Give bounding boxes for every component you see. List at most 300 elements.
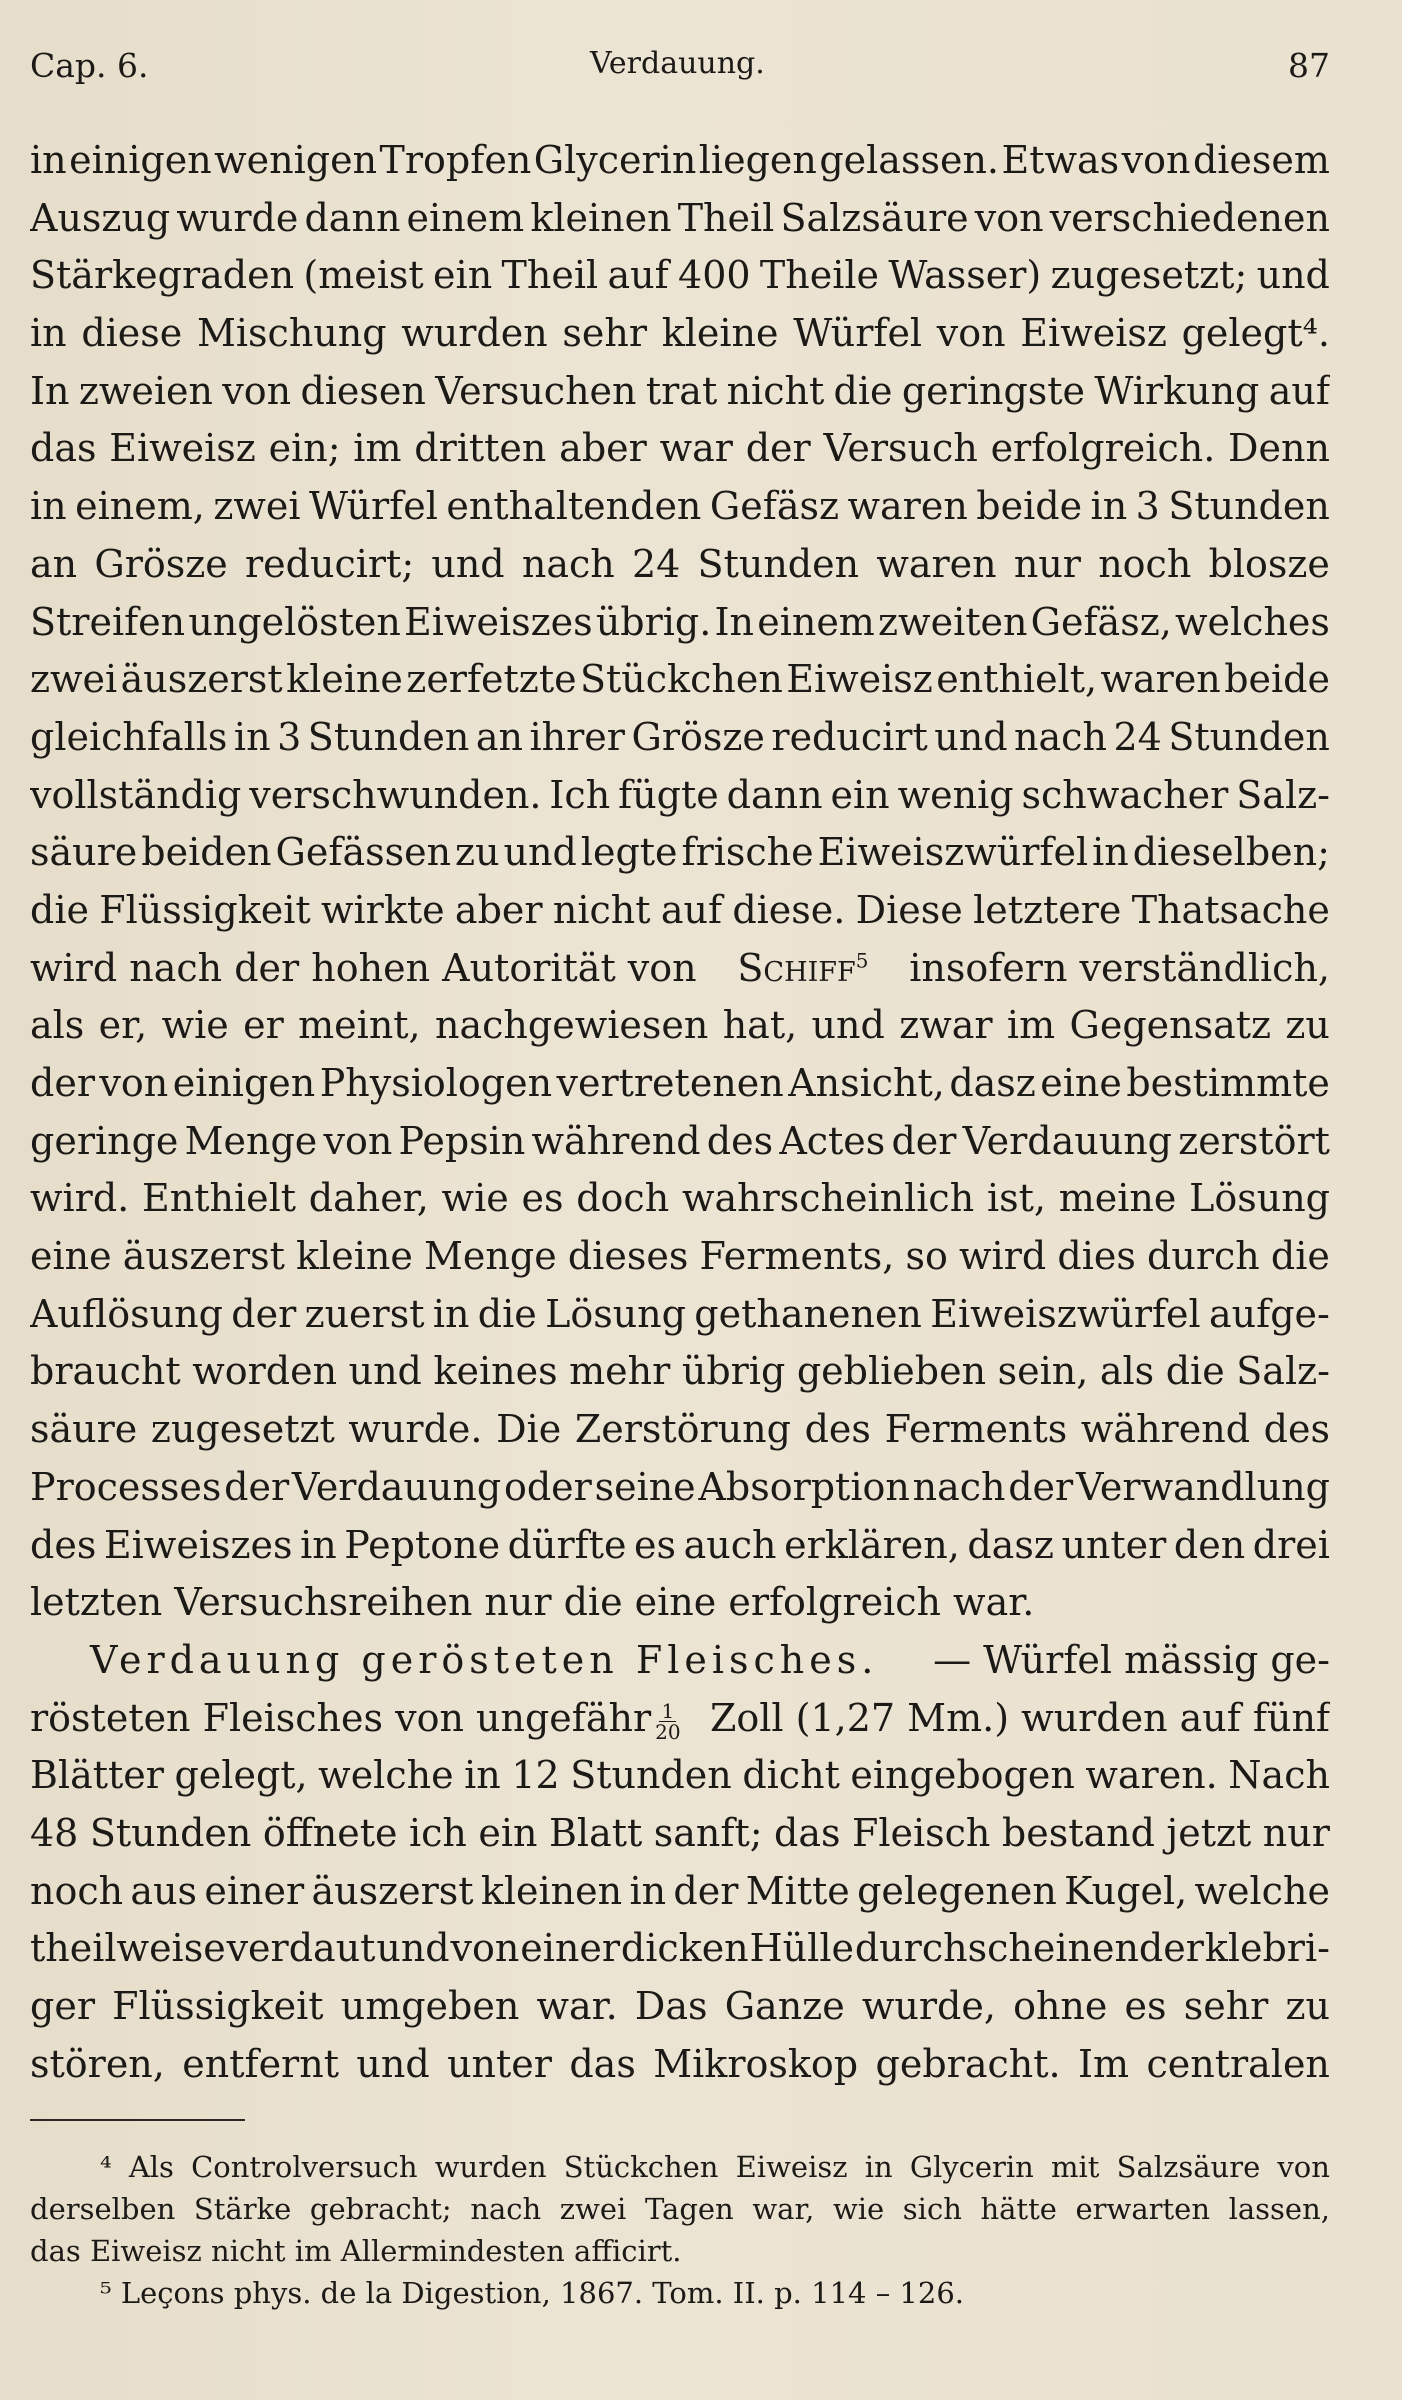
word: zugesetzt [150, 1407, 335, 1452]
text-line [30, 426, 1330, 484]
word: zu [1285, 1984, 1330, 2028]
word: auf [607, 253, 669, 298]
word: 24 [631, 541, 681, 586]
word: nach [470, 2192, 542, 2226]
word: Blatt [548, 1810, 643, 1855]
word: die [1165, 1349, 1225, 1394]
word: welches [1175, 599, 1330, 644]
word: Eiweiszes [103, 1522, 293, 1567]
word: war [659, 426, 733, 471]
word: Eiweiszwürfel [930, 1291, 1201, 1336]
word: sehr [1183, 1984, 1269, 2028]
word: einem [406, 195, 525, 240]
word: zerfetzte [406, 657, 577, 702]
word: vertretenen [556, 1061, 784, 1105]
word: nicht [726, 368, 825, 413]
word: seine [594, 1464, 696, 1509]
word: der [891, 1118, 957, 1163]
word: klebri- [1204, 1926, 1330, 1971]
word: zuerst [304, 1291, 425, 1336]
word: Stärkegraden [30, 253, 295, 298]
word: von [936, 311, 1006, 356]
word: war. [536, 1984, 618, 2028]
word: 3 [277, 714, 302, 759]
word: auch [683, 1522, 777, 1567]
word: in [300, 1522, 337, 1567]
word: einer [204, 1868, 305, 1913]
word: enthaltenden [446, 484, 702, 529]
word: ein; [268, 426, 341, 471]
word: ein [478, 1810, 538, 1855]
word: Thatsache [1131, 887, 1330, 932]
word: bestand [1001, 1810, 1155, 1855]
word: durchscheinender [854, 1926, 1204, 1971]
word: so [905, 1234, 948, 1279]
word: erfolgreich. [990, 426, 1216, 471]
word: und [503, 830, 577, 875]
text-line [30, 1984, 1330, 2042]
word: dicken [620, 1926, 749, 1971]
word: Stückchen [563, 2150, 719, 2184]
word: umgeben [340, 1984, 520, 2028]
word: Die [496, 1407, 562, 1452]
word: fügte [618, 772, 719, 817]
word: äuszerst [311, 1868, 474, 1913]
word: dann [304, 195, 401, 240]
word: Salz- [1236, 1349, 1330, 1394]
word: Streifen [30, 599, 186, 644]
word: das [774, 1810, 841, 1855]
word: Hülle [749, 1926, 854, 1971]
word: nach [912, 1464, 1006, 1509]
text-line [30, 1003, 1330, 1061]
word: während [1080, 1407, 1251, 1452]
word: einigen [69, 138, 212, 182]
word: es [1124, 1984, 1167, 2028]
word: ger [30, 1984, 95, 2028]
word: beiden [141, 830, 272, 875]
word: dieselben; [1132, 830, 1330, 875]
word: und [356, 2041, 430, 2086]
word: dasz [949, 1061, 1036, 1105]
word: der [30, 1061, 95, 1105]
word: frische [681, 830, 814, 875]
word: Enthielt [142, 1176, 297, 1221]
word: des [30, 1522, 97, 1567]
word: nur [1013, 541, 1081, 586]
word: Blätter [30, 1753, 164, 1798]
word: von [222, 368, 292, 413]
word: nicht [552, 887, 651, 932]
footnote-4 [30, 2150, 1330, 2234]
word: centralen [1146, 2041, 1330, 2086]
word: Stückchen [579, 657, 783, 702]
word: in [629, 1868, 667, 1913]
word: einigen [172, 1061, 316, 1105]
word: zwei [213, 484, 301, 529]
word: dicht [742, 1753, 840, 1798]
word: die [1270, 1234, 1330, 1279]
word: Flüssigkeit [99, 887, 311, 932]
word: sehr [562, 311, 648, 356]
word: öffnete [262, 1810, 398, 1855]
word: des [1263, 1407, 1330, 1452]
word: Physiologen [319, 1061, 553, 1105]
word: des [804, 1407, 871, 1452]
word: ein [830, 772, 890, 817]
word: der [231, 1291, 297, 1336]
word: in [1090, 484, 1128, 529]
word: von [974, 195, 1044, 240]
word: ⁴ [100, 2150, 112, 2184]
word: eine [30, 1234, 112, 1279]
word: lassen, [1228, 2192, 1330, 2226]
word: gelassen. [819, 138, 1000, 182]
text-line [30, 773, 1330, 831]
word: waren. [1085, 1753, 1218, 1798]
word: den [1173, 1522, 1246, 1567]
word: kleinen [480, 1868, 623, 1913]
word: Wirkung [1094, 368, 1260, 413]
word: theilweise [30, 1926, 226, 1971]
word: enthielt, [936, 657, 1098, 702]
word: Flüssigkeit [112, 1984, 324, 2028]
text-line [30, 1061, 1330, 1119]
word: wie [161, 1003, 229, 1048]
word: gelegenen [857, 1868, 1057, 1913]
word: 3 [1135, 484, 1160, 529]
word: Eiweisz [109, 426, 256, 471]
word: Absorption [698, 1464, 910, 1509]
word: Gefäsz [709, 484, 839, 529]
word: schwacher [1021, 772, 1229, 817]
word: geringe [30, 1118, 179, 1163]
word: Glycerin [533, 138, 697, 182]
footnote-ref-5: 5 [855, 947, 869, 972]
word: dürfte [507, 1522, 627, 1567]
word: der [673, 1868, 739, 1913]
footnote-4-last-line: das Eiweisz nicht im Allermindesten afficirt. [30, 2234, 682, 2268]
text-line [30, 253, 1330, 311]
word: Das [634, 1984, 708, 2028]
word: Grösze [631, 714, 765, 759]
word: Etwas [1001, 138, 1120, 182]
word: keines [433, 1349, 558, 1394]
word: als [30, 1003, 85, 1048]
word: entfernt [182, 2041, 339, 2086]
word: geblieben [796, 1349, 987, 1394]
word: gebracht. [875, 2041, 1061, 2086]
word: diese [81, 311, 183, 356]
word: der [224, 1464, 290, 1509]
word: wenig [897, 772, 1014, 817]
running-header [30, 46, 1330, 94]
word: ich [408, 1810, 467, 1855]
word: Würfel [793, 311, 923, 356]
word: Verwandlung [1075, 1464, 1330, 1509]
word: letztere [973, 887, 1122, 932]
word: 400 [678, 253, 751, 298]
text-line [30, 1407, 1330, 1465]
word: sein, [997, 1349, 1089, 1394]
word: mit [1051, 2150, 1100, 2184]
word: Tropfen [379, 138, 532, 182]
word: Gefässen [275, 830, 452, 875]
word: kleine [286, 657, 403, 702]
word: Stunden [307, 714, 470, 759]
word: meint, [298, 1003, 421, 1048]
word: in [432, 1291, 470, 1336]
word: Ferments [884, 1407, 1068, 1452]
word: 24 [1113, 714, 1162, 759]
word: übrig. [595, 599, 712, 644]
fraction: $\frac{1}{20}$ [655, 1698, 681, 1744]
word: einem, [75, 484, 205, 529]
word: Stunden [1168, 484, 1330, 529]
word: gleichfalls [30, 714, 228, 759]
paragraph-1-last-line: letzten Versuchsreihen nur die eine erfolgreich war. [30, 1580, 1035, 1625]
word: Eiweiszes [404, 599, 593, 644]
word: an [30, 541, 78, 586]
word: in [30, 311, 67, 356]
word: zugesetzt; [1050, 253, 1248, 298]
word: Stunden [1168, 714, 1330, 759]
text-line [30, 888, 1330, 946]
text-line [30, 657, 1330, 715]
word: meine [1058, 1176, 1177, 1221]
word: drei [1252, 1522, 1330, 1567]
text-line [30, 2042, 1330, 2100]
word: Ansicht, [788, 1061, 945, 1105]
word: kleinen [530, 195, 672, 240]
word: Ferments, [699, 1234, 895, 1279]
word: braucht [30, 1349, 181, 1394]
word: Kugel, [1064, 1868, 1188, 1913]
word: Ganze [724, 1984, 845, 2028]
word: wurde [176, 195, 299, 240]
word: Mitte [745, 1868, 850, 1913]
word: Auflösung [30, 1291, 223, 1336]
word: Glycerin [909, 2150, 1034, 2184]
text-line [30, 1119, 1330, 1177]
word: Gefäsz, [1030, 599, 1172, 644]
word: von [1121, 138, 1191, 182]
word: worden [192, 1349, 338, 1394]
word: Theil [677, 195, 775, 240]
word: Eiweisz [786, 657, 933, 702]
word: und [376, 1926, 450, 1971]
word: Pepsin [398, 1118, 526, 1163]
word: an [475, 714, 523, 759]
word: Menge [184, 1118, 318, 1163]
word: wird [959, 1234, 1047, 1279]
word: während [531, 1118, 701, 1163]
word: aber [559, 426, 647, 471]
text-line [30, 600, 1330, 658]
word: verdaut [226, 1926, 376, 1971]
word: Menge [424, 1234, 557, 1279]
word: Als [128, 2150, 174, 2184]
word: aus [130, 1868, 198, 1913]
word: beide [1224, 657, 1330, 702]
text-line [30, 1349, 1330, 1407]
word: zu [1285, 1003, 1330, 1048]
word: Eiweiszwürfel [817, 830, 1089, 875]
word: ein [433, 253, 493, 298]
word: ihrer [529, 714, 625, 759]
word: und [811, 1003, 885, 1048]
word: doch [576, 1176, 670, 1221]
word: zweien [78, 368, 213, 413]
word: Theil [501, 253, 599, 298]
word: noch [1098, 541, 1192, 586]
word: erwarten [1075, 2192, 1210, 2226]
word: von [323, 1118, 393, 1163]
word: es [521, 1176, 564, 1221]
word: trat [645, 368, 718, 413]
word: aber [454, 887, 543, 932]
word: nach [1014, 714, 1107, 759]
word: Processes [30, 1464, 222, 1509]
word: ungelösten [188, 599, 401, 644]
word: oder [503, 1464, 592, 1509]
text-line [30, 1869, 1330, 1927]
word: wurden [401, 311, 548, 356]
word: hätte [980, 2192, 1057, 2226]
text-line [30, 830, 1330, 888]
word: in [464, 1753, 501, 1798]
word: Lösung [1189, 1176, 1330, 1221]
word: Eiweisz [735, 2150, 848, 2184]
text-line [30, 1292, 1330, 1350]
text-line [30, 484, 1330, 542]
word: der [745, 426, 811, 471]
word: und [348, 1349, 422, 1394]
word: gebracht; [309, 2192, 452, 2226]
word: äuszerst [122, 1234, 285, 1279]
word: die [30, 887, 89, 932]
word: Versuch [823, 426, 978, 471]
word: Ich [549, 772, 611, 817]
word: welche [318, 1753, 454, 1798]
text-line [30, 311, 1330, 369]
text-line [30, 1234, 1330, 1292]
word: wurde. [348, 1407, 483, 1452]
word: dasz [967, 1522, 1054, 1567]
word: auf [1268, 368, 1330, 413]
word: bestimmte [1126, 1061, 1330, 1105]
footnote-divider [30, 2119, 245, 2121]
word: (meist [303, 253, 424, 298]
word: aufge- [1209, 1291, 1330, 1336]
word: und [431, 541, 505, 586]
word: Zerstörung [574, 1407, 791, 1452]
word: in [864, 2150, 893, 2184]
footnotes [30, 2150, 1330, 2318]
word: waren [1100, 657, 1221, 702]
word: blosze [1208, 541, 1330, 586]
word: einer [520, 1926, 621, 1971]
word: im [1006, 1003, 1056, 1048]
word: mehr [569, 1349, 671, 1394]
word: Stunden [697, 541, 860, 586]
section-heading: Verdauung gerösteten Fleisches. [90, 1637, 879, 1682]
word: Würfel [309, 484, 438, 529]
word: stören, [30, 2041, 165, 2086]
word: Salzsäure [1116, 2150, 1261, 2184]
word: 12 [511, 1753, 560, 1798]
word: wirkte [320, 887, 445, 932]
text-line [30, 1176, 1330, 1234]
word: zweiten [878, 599, 1028, 644]
word: zwei [559, 2192, 627, 2226]
word: noch [30, 1868, 124, 1913]
text-line [30, 369, 1330, 427]
word: in [233, 714, 271, 759]
word: dann [726, 772, 823, 817]
word: reducirt [771, 714, 928, 759]
word: in [1092, 830, 1129, 875]
word: liegen [698, 138, 817, 182]
section-heading-line: Verdauung gerösteten Fleisches. — Würfel mässig ge- [90, 1637, 1330, 1682]
word: verschiedenen [1049, 195, 1330, 240]
word: in [30, 484, 67, 529]
word: er, [98, 1003, 148, 1048]
word: es [634, 1522, 677, 1567]
word: waren [847, 484, 968, 529]
word: einem [757, 599, 875, 644]
word: und [1256, 253, 1330, 298]
text-line-schiff: wird nach der hohen Autorität von Schiff$^5$ insofern verständlich, [30, 945, 1330, 990]
word: das [569, 2041, 636, 2086]
word: dies [1057, 1234, 1136, 1279]
word: Auszug [30, 195, 171, 240]
word: zwar [899, 1003, 993, 1048]
word: Gegensatz [1069, 1003, 1272, 1048]
word: reducirt; [245, 541, 415, 586]
word: Nach [1228, 1753, 1330, 1798]
word: Mischung [196, 311, 387, 356]
word: daher, [308, 1176, 429, 1221]
word: die [477, 1291, 537, 1336]
word: Versuchen [435, 368, 637, 413]
word: geringste [901, 368, 1086, 413]
word: zwei [30, 657, 118, 702]
word: Denn [1228, 426, 1330, 471]
word: und [934, 714, 1008, 759]
footnote-5: ⁵ Leçons phys. de la Digestion, 1867. Tom. II. p. 114 – 126. [100, 2276, 964, 2310]
word: er [243, 1003, 284, 1048]
word: beide [976, 484, 1083, 529]
text-line [30, 1926, 1330, 1984]
word: Verdauung [291, 1464, 502, 1509]
word: wird. [30, 1176, 130, 1221]
word: nur [1262, 1810, 1330, 1855]
word: In [714, 599, 755, 644]
word: durch [1147, 1234, 1260, 1279]
text-line [30, 715, 1330, 773]
word: Eiweisz [1020, 311, 1167, 356]
word: diese. [732, 887, 846, 932]
page-number: 87 [1288, 46, 1330, 85]
word: sich [902, 2192, 962, 2226]
chapter-label: Cap. 6. [30, 46, 149, 85]
word: in [30, 138, 67, 182]
word: erklären, [784, 1522, 960, 1567]
paragraph-1-cont-lines [30, 1003, 1330, 1580]
text-line [30, 196, 1330, 254]
word: kleine [661, 311, 779, 356]
